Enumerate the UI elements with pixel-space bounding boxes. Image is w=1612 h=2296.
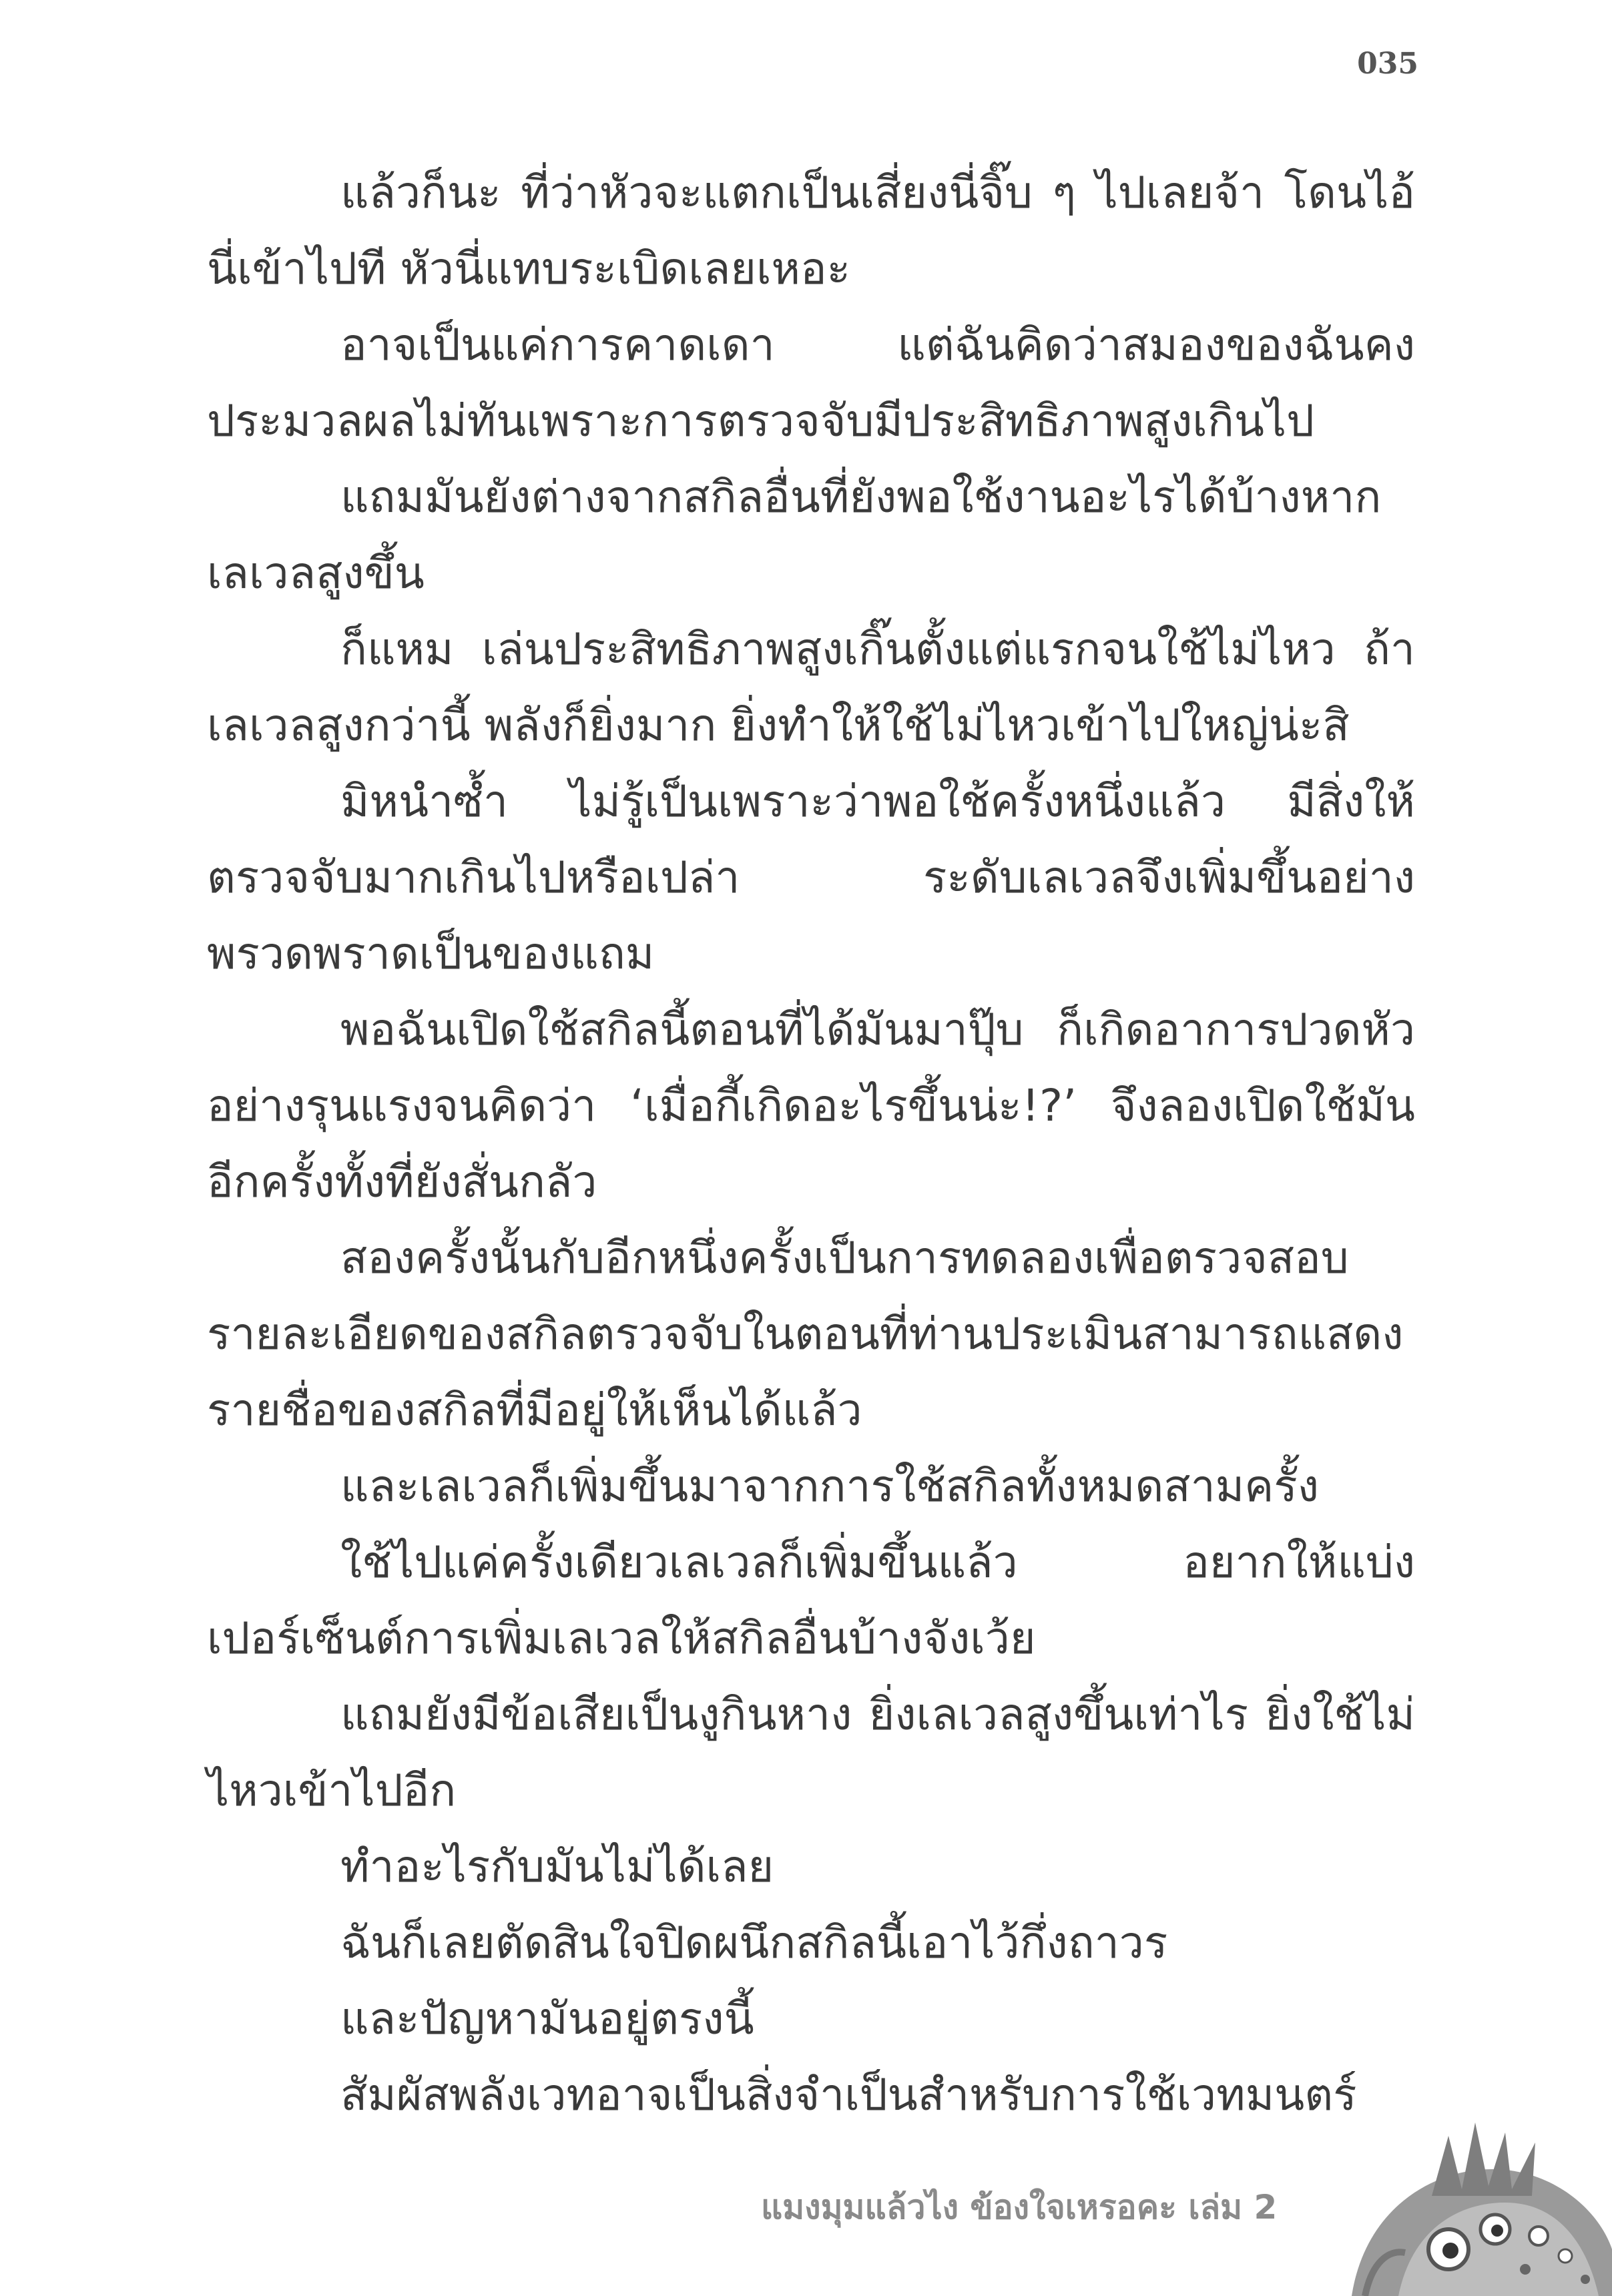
paragraph: ทำอะไรกับมันไม่ได้เลย: [340, 1841, 774, 1892]
paragraph: แถมยังมีข้อเสียเป็นงูกินหาง ยิ่งเลเวลสูงขึ้นเท่าไร ยิ่งใช้ไม่ไหวเข้าไปอีก: [207, 1689, 1415, 1816]
paragraph: ใช้ไปแค่ครั้งเดียวเลเวลก็เพิ่มขึ้นแล้ว อยากให้แบ่งเปอร์เซ็นต์การเพิ่มเลเวลให้สกิลอื่นบ้างจังเว้ย: [207, 1536, 1415, 1664]
spider-mascot-icon: [1325, 2096, 1612, 2296]
paragraph: สองครั้งนั้นกับอีกหนึ่งครั้งเป็นการทดลองเพื่อตรวจสอบรายละเอียดของสกิลตรวจจับในตอนที่ท่านประเมินสามารถแสดงรายชื่อของสกิลที่มีอยู่ให้เห็นได้แล้ว: [207, 1232, 1404, 1436]
page-number: 035: [1357, 47, 1418, 81]
paragraph: แถมมันยังต่างจากสกิลอื่นที่ยังพอใช้งานอะไรได้บ้างหากเลเวลสูงขึ้น: [207, 471, 1382, 599]
running-footer-title: แมงมุมแล้วไง ข้องใจเหรอคะ เล่ม 2: [761, 2188, 1278, 2227]
paragraph: ก็แหม เล่นประสิทธิภาพสูงเกิ๊นตั้งแต่แรกจนใช้ไม่ไหว ถ้าเลเวลสูงกว่านี้ พลังก็ยิ่งมาก ยิ่งทำให้ใช้ไม่ไหวเข้าไปใหญ่น่ะสิ: [207, 623, 1415, 751]
paragraph: ฉันก็เลยตัดสินใจปิดผนึกสกิลนี้เอาไว้กึ่งถาวร: [340, 1917, 1168, 1968]
paragraph: มิหนำซ้ำ ไม่รู้เป็นเพราะว่าพอใช้ครั้งหนึ่งแล้ว มีสิ่งให้ตรวจจับมากเกินไปหรือเปล่า ระดับเลเวลจึงเพิ่มขึ้นอย่างพรวดพราดเป็นของแถม: [207, 776, 1415, 979]
paragraph: และปัญหามันอยู่ตรงนี้: [340, 1993, 754, 2044]
paragraph: แล้วก็นะ ที่ว่าหัวจะแตกเป็นเสี่ยงนี่จิ๊บ ๆ ไปเลยจ้า โดนไอ้นี่เข้าไปที หัวนี่แทบระเบิดเลยเหอะ: [207, 167, 1415, 294]
paragraph: และเลเวลก็เพิ่มขึ้นมาจากการใช้สกิลทั้งหมดสามครั้ง: [340, 1460, 1319, 1512]
body-text: [207, 155, 1415, 2133]
paragraph: สัมผัสพลังเวทอาจเป็นสิ่งจำเป็นสำหรับการใช้เวทมนตร์: [340, 2069, 1357, 2120]
paragraph: พอฉันเปิดใช้สกิลนี้ตอนที่ได้มันมาปุ๊บ ก็เกิดอาการปวดหัวอย่างรุนแรงจนคิดว่า ‘เมื่อกี้เกิดอะไรขึ้นน่ะ!?’ จึงลองเปิดใช้มันอีกครั้งทั้งที่ยังสั่นกลัว: [207, 1004, 1415, 1207]
paragraph: อาจเป็นแค่การคาดเดา แต่ฉันคิดว่าสมองของฉันคงประมวลผลไม่ทันเพราะการตรวจจับมีประสิทธิภาพสูงเกินไป: [207, 319, 1415, 447]
